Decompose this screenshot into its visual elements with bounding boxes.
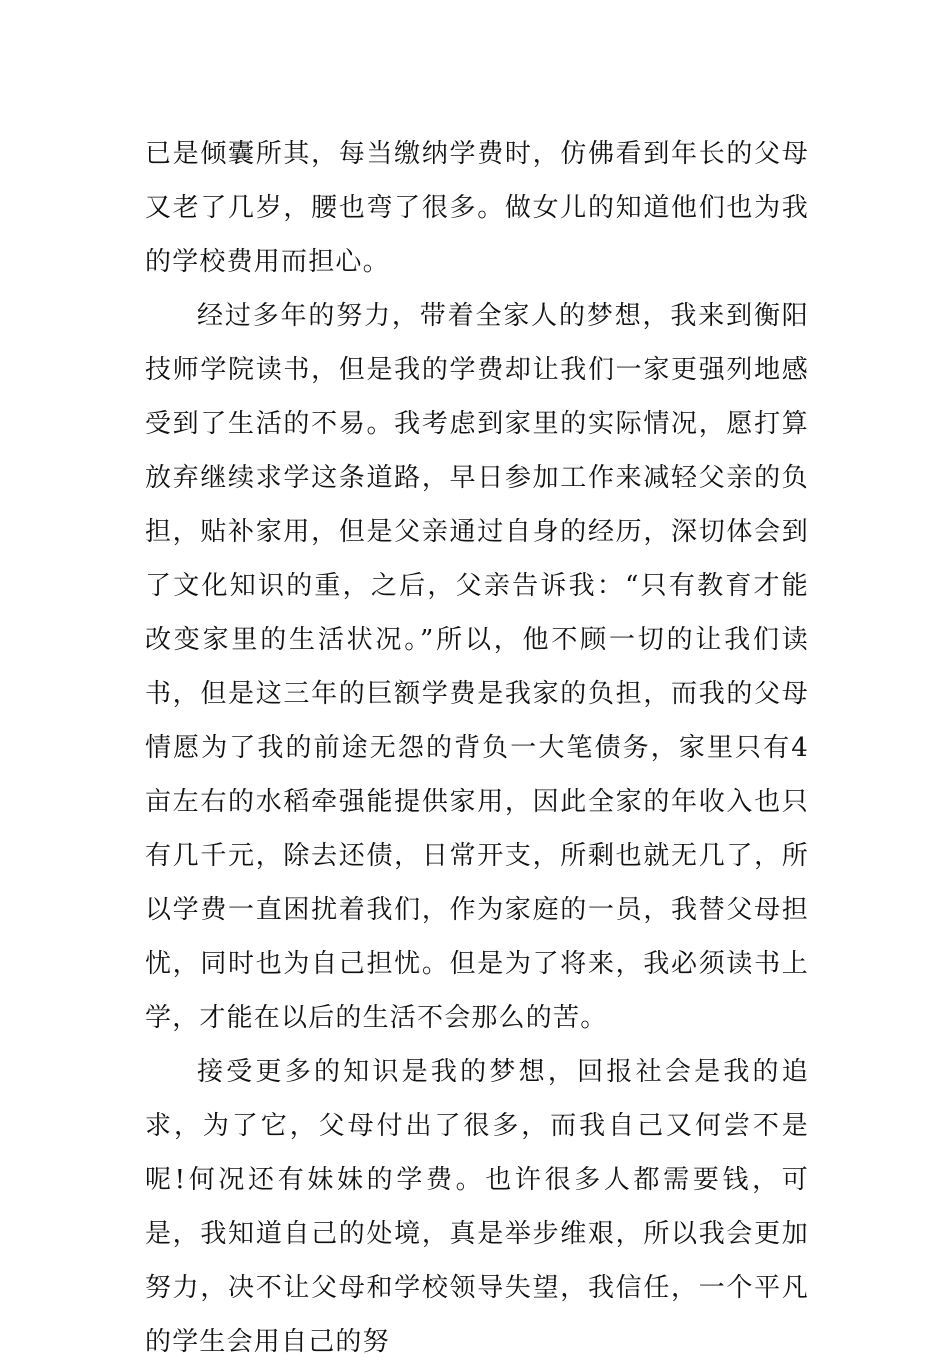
paragraph-1: 已是倾囊所其，每当缴纳学费时，仿佛看到年长的父母又老了几岁，腰也弯了很多。做女儿的知道他们也为我的学校费用而担心。 [145,139,809,277]
paragraph-2: 经过多年的努力，带着全家人的梦想，我来到衡阳技师学院读书，但是我的学费却让我们一家更强列地感受到了生活的不易。我考虑到家里的实际情况，愿打算放弃继续求学这条道路，早日参加工作来减轻父亲的负担，贴补家用，但是父亲通过自身的经历，深切体会到了文化知识的重，之后，父亲告诉我：“只有教育才能改变家里的生活状况。”所以，他不顾一切的让我们读书，但是这三年的巨额学费是我家的负担，而我的父母情愿为了我的前途无怨的背负一大笔债务，家里只有4亩左右的水稻牵强能提供家用，因此全家的年收入也只有几千元，除去还债，日常开支，所剩也就无几了，所以学费一直困扰着我们，作为家庭的一员，我替父母担忧，同时也为自己担忧。但是为了将来，我必须读书上学，才能在以后的生活不会那么的苦。 [145,301,809,1033]
document-body [145,127,809,1369]
paragraph-3: 接受更多的知识是我的梦想，回报社会是我的追求，为了它，父母付出了很多，而我自己又何尝不是呢!何况还有妹妹的学费。也许很多人都需要钱，可是，我知道自己的处境，真是举步维艰，所以我会更加努力，决不让父母和学校领导失望，我信任，一个平凡的学生会用自己的努 [145,1057,809,1357]
